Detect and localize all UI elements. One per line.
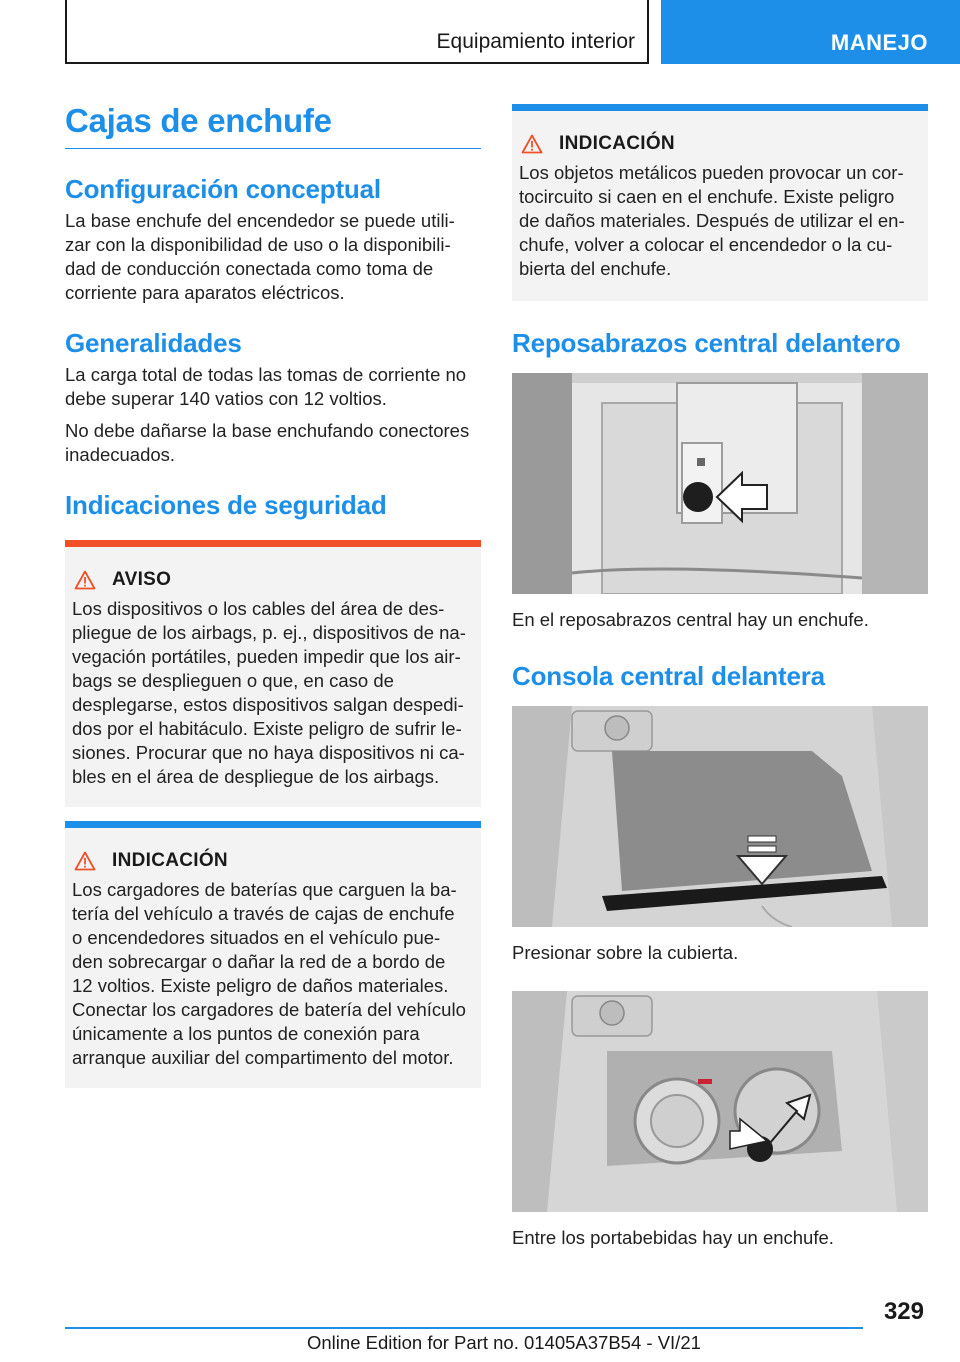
caption-console-cover: Presionar sobre la cubierta. [512, 942, 739, 963]
text-configuracion: La base enchufe del encendedor se puede utili- zar con la disponibilidad de uso o la disponibili- dad de conducción conectada como toma de corriente para aparatos eléctricos. [65, 210, 455, 303]
heading-configuracion: Configuración conceptual [65, 174, 381, 204]
caption-cupholder: Entre los portabebidas hay un enchufe. [512, 1227, 834, 1248]
notice-box-right [512, 104, 928, 301]
page-number: 329 [883, 1298, 924, 1325]
photo-console-cover [512, 706, 928, 927]
notice-text-left: Los cargadores de baterías que carguen la ba- tería del vehículo a través de cajas de enchufe o encendedores situados en el vehículo pue- den sobrecargar o dañar la red de a bordo de 12 voltios. Existe peligro de daños materiales. Conectar los cargadores de batería del vehículo únicamente a los puntos de conexión para arranque auxiliar del compartimento del motor. [72, 879, 466, 1068]
page-title: Cajas de enchufe [65, 100, 481, 149]
heading-reposabrazos: Reposabrazos central delantero [512, 328, 901, 358]
notice-title-right: INDICACIÓN [559, 133, 675, 154]
notice-text-right: Los objetos metálicos pueden provocar un cor- tocircuito si caen en el enchufe. Existe peligro de daños materiales. Después de utilizar el en- chufe, volver a colocar el encendedor o la cu- bierta del enchufe. [519, 162, 905, 279]
footer-rule [65, 1327, 863, 1329]
photo-armrest-socket [512, 373, 928, 594]
warning-box [65, 540, 481, 807]
photo-cupholder-socket [512, 991, 928, 1212]
text-generalidades-2: No debe dañarse la base enchufando conectores inadecuados. [65, 420, 470, 465]
header-chapter-tab [661, 0, 960, 64]
notice-box-left [65, 821, 481, 1088]
warning-title: AVISO [112, 569, 172, 590]
notice-triangle-icon [74, 851, 96, 871]
heading-seguridad: Indicaciones de seguridad [65, 490, 387, 520]
text-generalidades-1: La carga total de todas las tomas de corriente no debe superar 140 vatios con 12 voltios. [65, 364, 467, 409]
header-section-title: Equipamiento interior [436, 30, 635, 53]
heading-consola: Consola central delantera [512, 661, 825, 691]
right-column [512, 104, 928, 1250]
caption-armrest: En el reposabrazos central hay un enchufe. [512, 609, 869, 630]
warning-text: Los dispositivos o los cables del área de des- pliegue de los airbags, p. ej., dispositivos de na- vegación portátiles, pueden impedir que los air- bags se desplieguen o que, en caso de desplegarse, estos dispositivos salgan despedi- dos por el habitáculo. Existe peligro de sufrir le- siones. Procurar que no haya dispositivos ni ca- bles en el área de despliegue de los airbags. [72, 598, 466, 787]
heading-generalidades: Generalidades [65, 328, 242, 358]
header-section-tab [65, 0, 649, 64]
header-chapter-title: MANEJO [830, 30, 928, 55]
notice-triangle-icon [521, 134, 543, 154]
warning-triangle-icon [74, 570, 96, 590]
footer-edition: Online Edition for Part no. 01405A37B54 - VI/21 [307, 1332, 701, 1353]
left-column [65, 100, 481, 1088]
notice-title-left: INDICACIÓN [112, 850, 228, 871]
